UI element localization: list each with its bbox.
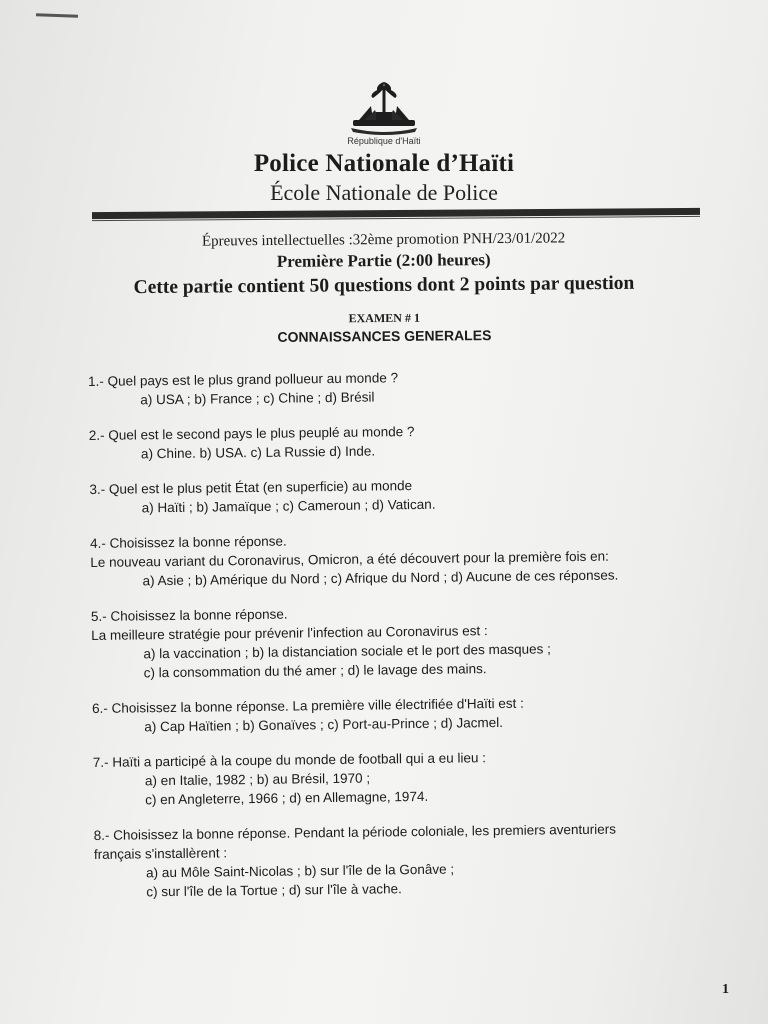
question (89, 472, 749, 518)
question (91, 599, 752, 683)
question-text: La meilleure stratégie pour prévenir l'infection au Coronavirus est : (91, 623, 488, 643)
question (90, 526, 751, 591)
answer-options: a) en Italie, 1982 ; b) au Brésil, 1970 ; (144, 770, 371, 789)
answer-options: c) la consommation du thé amer ; d) le lavage des mains. (143, 661, 487, 681)
question-text: 8.- Choisissez la bonne réponse. Pendant la période coloniale, les premiers aventuriers (93, 821, 617, 843)
question (92, 691, 752, 737)
exam-partie: Première Partie (2:00 heures) (276, 250, 491, 271)
question-text: 1.- Quel pays est le plus grand pollueur au monde ? (88, 370, 399, 389)
republique-label: République d'Haïti (347, 136, 421, 146)
document-header (0, 80, 768, 206)
page-number: 1 (722, 982, 729, 997)
haiti-coat-of-arms-icon (349, 80, 419, 136)
question-list (88, 364, 755, 918)
answer-options: a) au Môle Saint-Nicolas ; b) sur l'île de la Gonâve ; (146, 861, 455, 881)
answer-options: a) Chine. b) USA. c) La Russie d) Inde. (140, 443, 376, 462)
pen-mark (36, 13, 78, 17)
answer-options: c) en Angleterre, 1966 ; d) en Allemagne, 1974. (145, 788, 429, 808)
question (89, 418, 749, 464)
question-text: Le nouveau variant du Coronavirus, Omicron, a été découvert pour la première fois en: (90, 548, 609, 570)
section-title: CONNAISSANCES GENERALES (277, 327, 492, 345)
question (93, 745, 754, 810)
answer-options: a) Asie ; b) Amérique du Nord ; c) Afrique du Nord ; d) Aucune de ces réponses. (142, 567, 619, 589)
exam-epreuves: Épreuves intellectuelles :32ème promotion PNH/23/01/2022 (201, 230, 566, 250)
answer-options: a) Cap Haïtien ; b) Gonaïves ; c) Port-au-Prince ; d) Jacmel. (144, 714, 504, 735)
question-text: 3.- Quel est le plus petit État (en superficie) au monde (89, 478, 413, 497)
question-text: français s'installèrent : (93, 845, 228, 862)
exam-instructions: Cette partie contient 50 questions dont 2 points par question (133, 272, 635, 299)
answer-options: a) Haïti ; b) Jamaïque ; c) Cameroun ; d) Vatican. (141, 496, 436, 516)
document-title: Police Nationale d’Haïti (253, 150, 515, 177)
document-subtitle: École Nationale de Police (270, 180, 498, 205)
answer-options: a) USA ; b) France ; c) Chine ; d) Brésil (140, 389, 375, 408)
question (94, 818, 755, 902)
question-text: 4.- Choisissez la bonne réponse. (90, 533, 287, 551)
exam-info (0, 229, 768, 348)
exam-number: EXAMEN # 1 (348, 310, 420, 326)
question (88, 364, 748, 410)
question-text: 6.- Choisissez la bonne réponse. La première ville électrifiée d'Haïti est : (92, 695, 524, 716)
question-text: 7.- Haïti a participé à la coupe du monde de football qui a eu lieu : (92, 750, 487, 770)
question-text: 2.- Quel est le second pays le plus peuplé au monde ? (88, 424, 415, 443)
answer-options: c) sur l'île de la Tortue ; d) sur l'île à vache. (146, 881, 402, 900)
question-text: 5.- Choisissez la bonne réponse. (90, 606, 288, 624)
answer-options: a) la vaccination ; b) la distanciation sociale et le port des masques ; (143, 641, 551, 662)
